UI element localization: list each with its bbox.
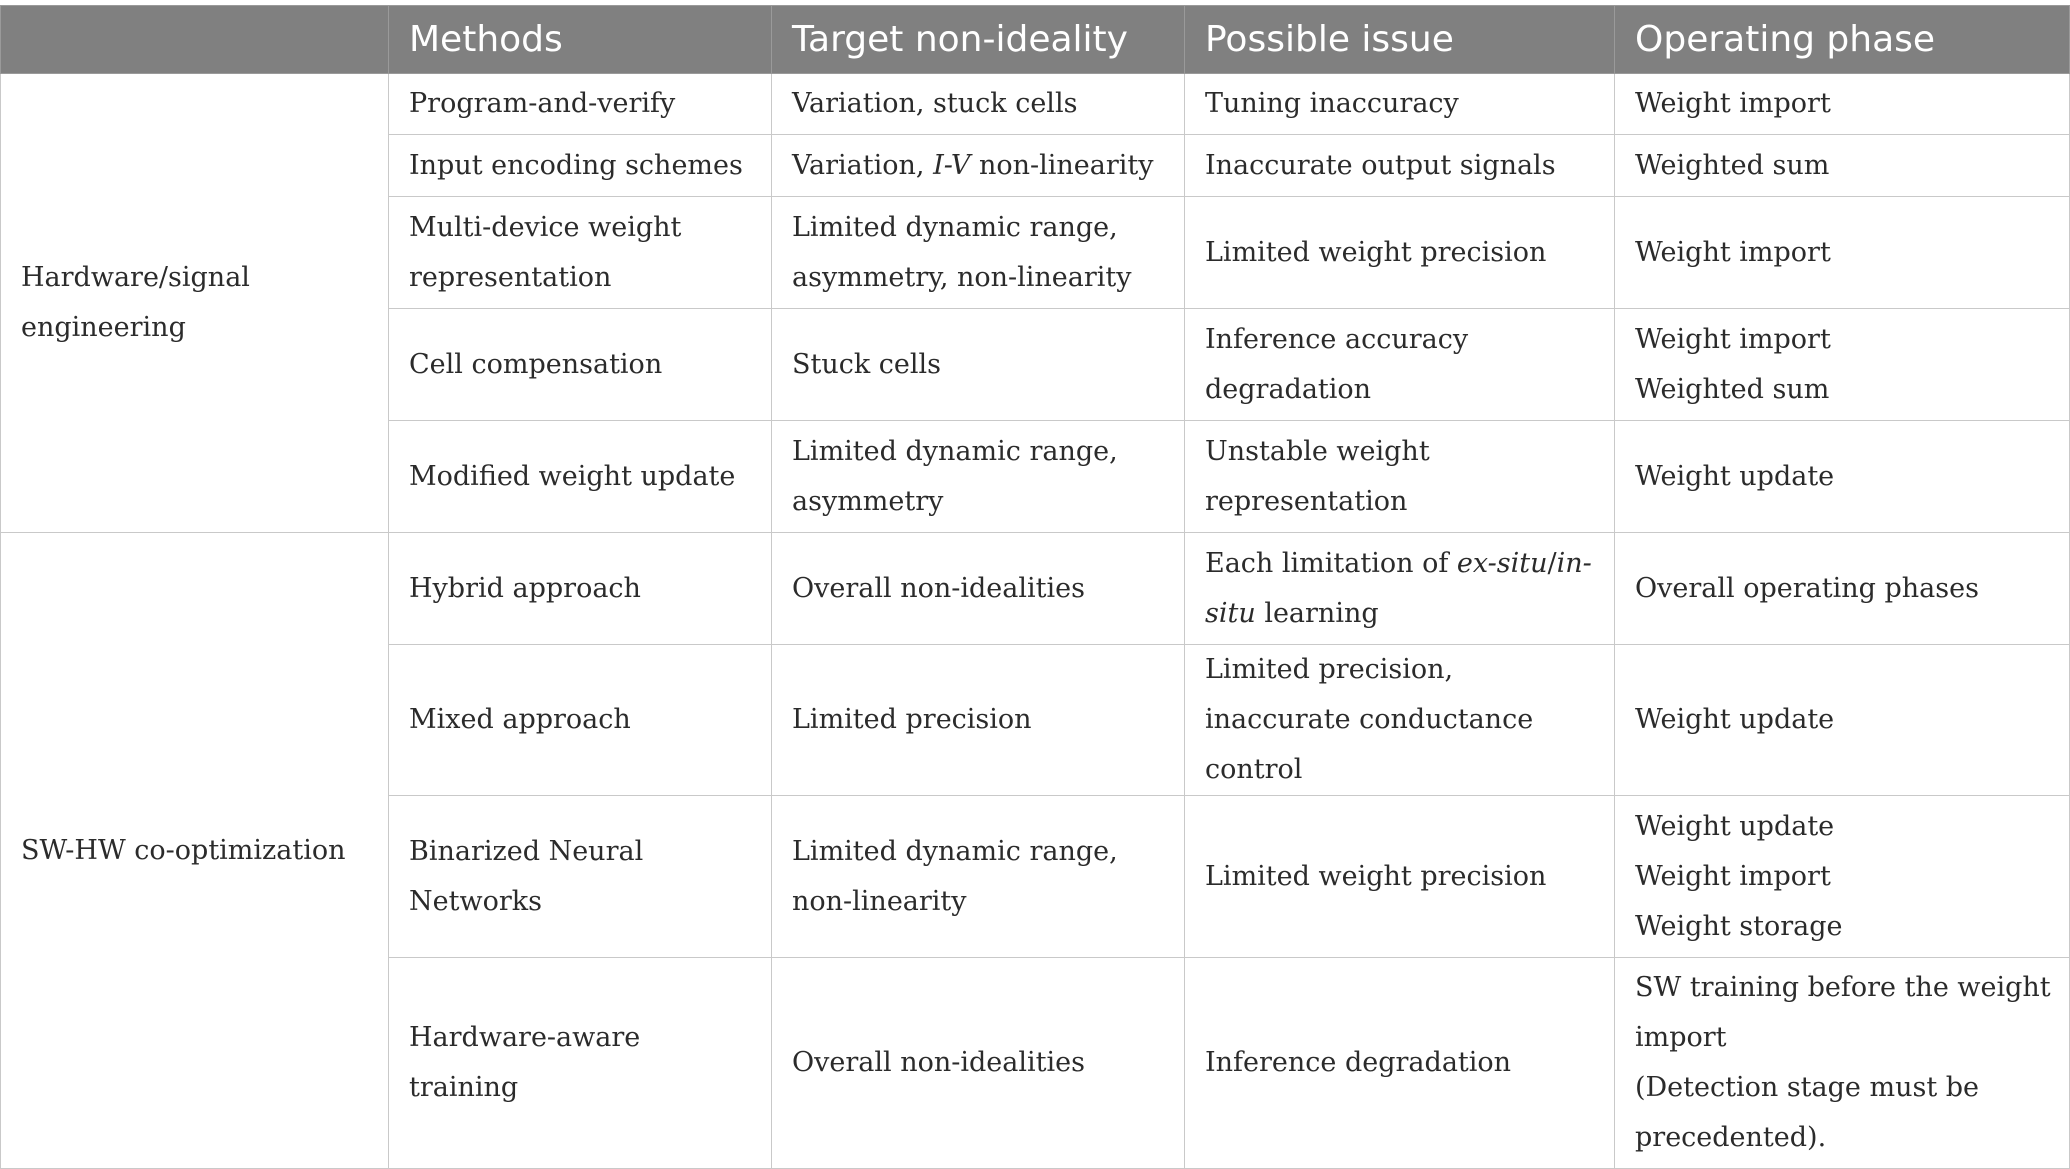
phase-cell [1615, 309, 2070, 421]
phase-line: Weight import [1635, 860, 1831, 892]
target-cell: Limited dynamic range, non-linearity [772, 796, 1185, 958]
group-label: SW-HW co-optimization [1, 533, 389, 1169]
phase-line: Weight update [1635, 460, 1835, 492]
phase-line: Weighted sum [1635, 149, 1830, 181]
header-target: Target non-ideality [772, 6, 1185, 74]
phase-line: Weight update [1635, 704, 1835, 735]
method-cell: Hybrid approach [389, 533, 772, 645]
phase-line: Weight import [1635, 236, 1831, 268]
issue-cell [1185, 533, 1615, 645]
header-issue: Possible issue [1185, 6, 1615, 74]
header-phase: Operating phase [1615, 6, 2070, 74]
issue-cell: Limited weight precision [1185, 197, 1615, 309]
header-row [1, 6, 2070, 74]
phase-line: Weighted sum [1635, 373, 1830, 405]
target-cell: Overall non-idealities [772, 533, 1185, 645]
header-category [1, 6, 389, 74]
target-cell: Overall non-idealities [772, 958, 1185, 1169]
header-methods: Methods [389, 6, 772, 74]
issue-cell: Inference accuracy degradation [1185, 309, 1615, 421]
target-cell: Limited dynamic range, asymmetry, non-linearity [772, 197, 1185, 309]
phase-line: Weight import [1635, 323, 1831, 355]
table-row [1, 74, 2070, 135]
method-cell: Binarized Neural Networks [389, 796, 772, 958]
methods-table [0, 5, 2070, 1169]
group-label: Hardware/signal engineering [1, 74, 389, 533]
method-cell: Multi-device weight representation [389, 197, 772, 309]
phase-cell [1615, 533, 2070, 645]
phase-line: Weight storage [1635, 910, 1843, 942]
target-text: Variation, [792, 149, 934, 181]
method-cell: Modified weight update [389, 421, 772, 533]
method-cell: Hardware-aware training [389, 958, 772, 1169]
issue-cell: Limited weight precision [1185, 796, 1615, 958]
target-text: non-linearity [970, 149, 1154, 181]
issue-italic: in-situ [1205, 547, 1592, 629]
method-cell: Input encoding schemes [389, 135, 772, 197]
issue-cell: Unstable weight representation [1185, 421, 1615, 533]
issue-cell: Limited precision, inaccurate conductance control [1185, 645, 1615, 796]
target-cell: Stuck cells [772, 309, 1185, 421]
phase-cell [1615, 74, 2070, 135]
phase-cell [1615, 135, 2070, 197]
phase-cell [1615, 197, 2070, 309]
target-cell: Limited precision [772, 645, 1185, 796]
issue-italic: ex-situ [1456, 547, 1548, 579]
issue-text: learning [1255, 597, 1379, 629]
phase-cell [1615, 421, 2070, 533]
method-cell: Program-and-verify [389, 74, 772, 135]
method-cell: Mixed approach [389, 645, 772, 796]
target-cell: Limited dynamic range, asymmetry [772, 421, 1185, 533]
target-cell [772, 135, 1185, 197]
target-cell: Variation, stuck cells [772, 74, 1185, 135]
target-italic: I-V [933, 149, 971, 181]
phase-cell [1615, 796, 2070, 958]
issue-cell: Tuning inaccuracy [1185, 74, 1615, 135]
table-row [1, 533, 2070, 645]
phase-line: (Detection stage must be precedented). [1635, 1072, 1980, 1153]
phase-line: SW training before the weight import [1635, 972, 2051, 1053]
phase-cell [1615, 958, 2070, 1169]
issue-cell: Inference degradation [1185, 958, 1615, 1169]
phase-line: Weight update [1635, 810, 1835, 842]
phase-cell [1615, 645, 2070, 796]
method-cell: Cell compensation [389, 309, 772, 421]
issue-text: Each limitation of [1205, 547, 1457, 579]
phase-line: Weight import [1635, 88, 1831, 119]
phase-line: Overall operating phases [1635, 572, 1979, 604]
issue-text: / [1547, 547, 1557, 579]
issue-cell: Inaccurate output signals [1185, 135, 1615, 197]
